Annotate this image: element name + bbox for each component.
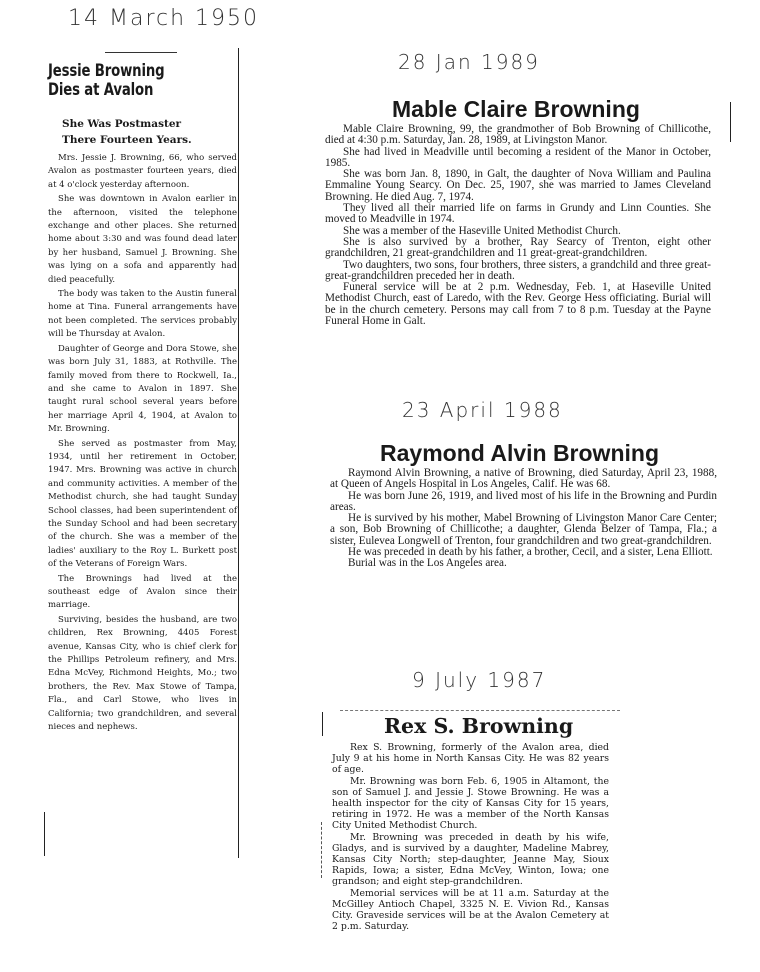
paragraph: Two daughters, two sons, four brothers, three sisters, a grandchild and three great-great-grandchildren preceded her in death. (325, 258, 711, 282)
column-rule (730, 102, 731, 142)
paragraph: Surviving, besides the husband, are two children, Rex Browning, 4405 Forest avenue, Kansas City, who is chief clerk for the Phillips Petroleum refinery, and Mrs. Edna McVey, Richmond Heights, Mo.; two brothers, the Rev. Max Stowe of Tampa, Fla., and Carl Stowe, who lives in California; two grandchildren, and several nieces and nephews. (48, 614, 237, 733)
subheadline-line-1: She Was Postmaster (62, 118, 182, 130)
paragraph: Burial was in the Los Angeles area. (348, 557, 507, 570)
paragraph: She served as postmaster from May, 1934, until her retirement in October, 1947. Mrs. Browning was active in church and community activities. A member of the Methodist church, she had taught Sunday School classes, had been superintendent of the Sunday School and had been secretary of the church. She was a member of the ladies' auxiliary to the Roy L. Burkett post of the Veterans of Foreign Wars. (48, 438, 237, 570)
column-rule (322, 712, 323, 736)
article-body (330, 468, 717, 570)
handwritten-date: 9 July 1987 (412, 668, 547, 692)
paragraph: Memorial services will be at 11 a.m. Saturday at the McGilley Antioch Chapel, 3325 N. E. Vivion Rd., Kansas City. Graveside services will be at the Avalon Cemetery at 2 p.m. Saturday. (332, 887, 609, 933)
paragraph: He was preceded in death by his father, a brother, Cecil, and a sister, Lena Elliott. (348, 546, 713, 559)
paragraph: Mrs. Jessie J. Browning, 66, who served Avalon as postmaster fourteen years, died at 4 o'clock yesterday afternoon. (48, 153, 237, 190)
paragraph: They lived all their married life on farms in Grundy and Linn Counties. She moved to Meadville in 1974. (325, 202, 711, 226)
paragraph: Mr. Browning was preceded in death by his wife, Gladys, and is survived by a daughter, Madeline Mabrey, Kansas City North; step-daughter, Jeanne May, Sioux Rapids, Iowa; a sister, Edna McVey, Winton, Iowa; one grandson; and eight step-grandchildren. (332, 831, 609, 888)
article-body (48, 152, 237, 735)
paragraph: She was a member of the Haseville United Methodist Church. (343, 224, 621, 237)
headline (48, 62, 220, 100)
paragraph: Mr. Browning was born Feb. 6, 1905 in Altamont, the son of Samuel J. and Jessie J. Stowe Browning. He was a health inspector for the city of Kansas City for 15 years, retiring in 1972. He was a member of the North Kansas City United Methodist Church. (332, 775, 609, 832)
headline: Mable Claire Browning (392, 96, 640, 122)
paragraph: He was born June 26, 1919, and lived most of his life in the Browning and Purdin areas. (330, 489, 717, 513)
article-body (332, 742, 609, 932)
column-rule (321, 822, 322, 878)
handwritten-date: 23 April 1988 (402, 398, 563, 422)
paragraph: She was born Jan. 8, 1890, in Galt, the daughter of Nova William and Paulina Emmaline Young Searcy. On Dec. 25, 1907, she was married to James Cleveland Browning. He died Aug. 7, 1974. (325, 168, 711, 203)
headline-line-2: Dies at Avalon (48, 80, 154, 100)
column-rule (44, 812, 45, 856)
paragraph: She was downtown in Avalon earlier in the afternoon, visited the telephone exchange and other places. She returned home about 3:30 and was found dead later by her husband, Samuel J. Browning. She was lying on a sofa and apparently had died peacefully. (48, 194, 237, 285)
divider (340, 710, 620, 711)
paragraph: Daughter of George and Dora Stowe, she was born July 31, 1883, at Rothville. The family moved from there to Rockwell, Ia., and she came to Avalon in 1897. She taught rural school several years before her marriage April 4, 1904, at Avalon to Mr. Browning. (48, 343, 237, 435)
subheadline-line-2: There Fourteen Years. (62, 134, 192, 146)
paragraph: Rex S. Browning, formerly of the Avalon area, died July 9 at his home in North Kansas City. He was 82 years of age. (332, 742, 609, 776)
headline: Raymond Alvin Browning (380, 440, 659, 466)
paragraph: Raymond Alvin Browning, a native of Browning, died Saturday, April 23, 1988, at Queen of Angels Hospital in Los Angeles, Calif. He was 68. (330, 467, 717, 491)
paragraph: Mable Claire Browning, 99, the grandmother of Bob Browning of Chillicothe, died at 4:30 p.m. Saturday, Jan. 28, 1989, at Livingston Manor. (325, 123, 711, 147)
paragraph: She had lived in Meadville until becoming a resident of the Manor in October, 1985. (325, 145, 711, 169)
paragraph: She is also survived by a brother, Ray Searcy of Trenton, eight other grandchildren, 21 great-grandchildren and 11 great-great-grandchildren. (325, 235, 711, 260)
paragraph: Funeral service will be at 2 p.m. Wednesday, Feb. 1, at Haseville United Methodist Church, east of Laredo, with the Rev. George Hess officiating. Burial will be in the church cemetery. Persons may call from 7 to 8 p.m. Tuesday at the Payne Funeral Home in Galt. (325, 281, 711, 328)
headline: Rex S. Browning (384, 714, 574, 738)
subheadline (62, 116, 192, 148)
handwritten-date: 14 March 1950 (68, 6, 260, 31)
column-rule (238, 48, 239, 858)
handwritten-date: 28 Jan 1989 (398, 50, 540, 74)
headline-line-1: Jessie Browning (48, 61, 165, 81)
paragraph: He is survived by his mother, Mabel Browning of Livingston Manor Care Center; a son, Bob Browning of Chillicothe; a daughter, Glenda Belzer of Tampa, Fla.; a sister, Eulevea Longwell of Trenton, four grandchildren and two great-grandchildren. (330, 512, 717, 547)
article-body (325, 124, 711, 327)
paragraph: The body was taken to the Austin funeral home at Tina. Funeral arrangements have not been completed. The services probably will be Thursday at Avalon. (48, 289, 237, 340)
paragraph: The Brownings had lived at the southeast edge of Avalon since their marriage. (48, 573, 237, 611)
divider (105, 52, 177, 53)
